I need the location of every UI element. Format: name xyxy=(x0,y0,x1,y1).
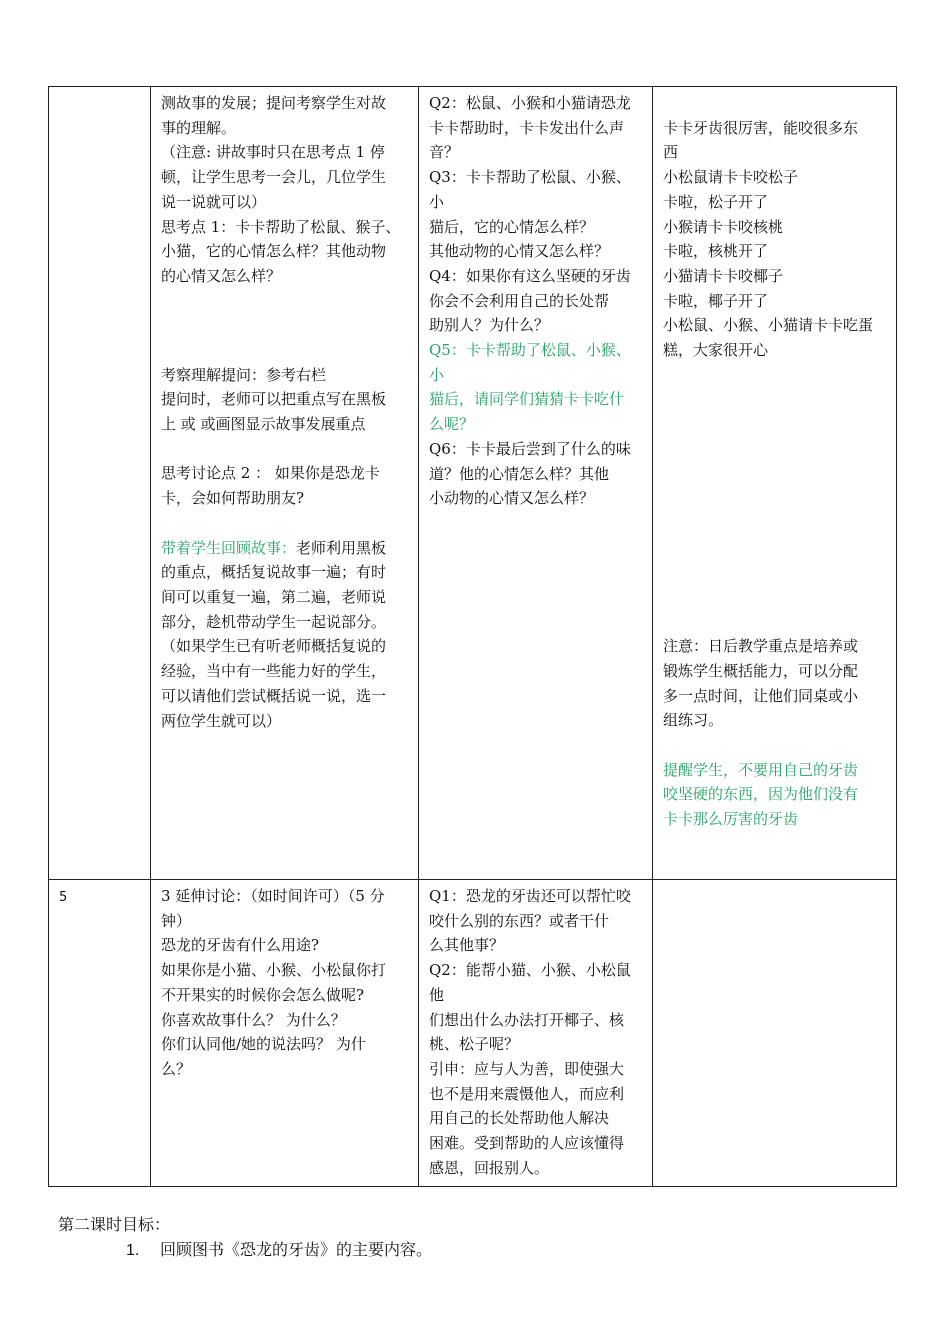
objective-number: 1. xyxy=(126,1242,140,1259)
line-text: 的重点，概括复说故事一遍；有时 xyxy=(161,563,387,582)
line-text: 部分，趁机带动学生一起说部分。 xyxy=(161,612,387,631)
text-line xyxy=(663,708,888,733)
text-line xyxy=(663,91,888,116)
text-line xyxy=(161,536,410,561)
text-line xyxy=(663,585,888,610)
text-line xyxy=(161,684,410,709)
highlight-text: 咬坚硬的东西，因为他们没有 xyxy=(663,785,859,804)
line-text: Q6：卡卡最后尝到了什么的味 xyxy=(429,439,631,458)
text-line xyxy=(161,264,410,289)
notes-cell xyxy=(653,880,897,1187)
line-text: 钟） xyxy=(161,911,192,930)
text-line xyxy=(161,387,410,412)
text-line xyxy=(663,387,888,412)
text-line xyxy=(429,140,644,165)
line-text: 用自己的长处帮助他人解决 xyxy=(429,1109,610,1128)
text-line xyxy=(429,412,644,437)
text-line xyxy=(429,933,644,958)
text-line xyxy=(429,165,644,214)
text-line xyxy=(161,610,410,635)
line-text: 说一说就可以） xyxy=(161,192,267,211)
line-text: 顿，让学生思考一会儿，几位学生 xyxy=(161,168,387,187)
line-text: 助别人？为什么？ xyxy=(429,316,550,335)
line-text: 卡卡牙齿很厉害，能咬很多东 xyxy=(663,118,859,137)
line-text: （如果学生已有听老师概括复说的 xyxy=(161,637,387,656)
line-text: 经验，当中有一些能力好的学生， xyxy=(161,662,387,681)
text-line xyxy=(429,1082,644,1107)
text-line xyxy=(429,264,644,289)
line-text: 组练习。 xyxy=(663,711,724,730)
line-text: 小动物的心情又怎么样？ xyxy=(429,489,595,508)
text-line xyxy=(161,412,410,437)
line-text: 两位学生就可以） xyxy=(161,711,282,730)
text-line xyxy=(429,1008,644,1033)
text-line xyxy=(663,338,888,363)
text-line xyxy=(663,634,888,659)
activity-cell xyxy=(151,880,419,1187)
text-line xyxy=(663,239,888,264)
line-text: 思考讨论点 2 ： 如果你是恐龙卡 xyxy=(161,464,380,483)
text-line xyxy=(161,239,410,264)
text-line xyxy=(161,338,410,363)
questions-cell xyxy=(419,880,653,1187)
line-text: 事的理解。 xyxy=(161,118,237,137)
line-text: 小猫请卡卡咬椰子 xyxy=(663,266,784,285)
text-line xyxy=(429,1131,644,1156)
line-text: 小松鼠、小猴、小猫请卡卡吃蛋 xyxy=(663,316,874,335)
line-text: Q4：如果你有这么坚硬的牙齿 xyxy=(429,266,631,285)
text-line xyxy=(663,733,888,758)
line-text: 困难。受到帮助的人应该懂得 xyxy=(429,1134,625,1153)
text-line xyxy=(663,684,888,709)
text-line xyxy=(161,461,410,486)
text-line xyxy=(429,1032,644,1057)
text-line xyxy=(161,958,410,983)
text-line xyxy=(663,461,888,486)
text-line xyxy=(429,387,644,412)
text-line xyxy=(663,190,888,215)
text-line xyxy=(161,634,410,659)
line-text: 卡卡帮助时，卡卡发出什么声 xyxy=(429,118,625,137)
line-text: 咬什么别的东西？或者干什 xyxy=(429,911,610,930)
line-text: 也不是用来震慑他人，而应利 xyxy=(429,1084,625,1103)
lesson-plan-table xyxy=(48,86,897,1187)
text-line xyxy=(663,486,888,511)
text-line xyxy=(429,91,644,116)
text-line xyxy=(161,363,410,388)
text-line xyxy=(429,116,644,141)
step-number-cell xyxy=(49,880,151,1187)
text-line xyxy=(663,807,888,832)
objective-text: 回顾图书《恐龙的牙齿》的主要内容。 xyxy=(160,1240,433,1259)
line-text: 3 延伸讨论：（如时间许可）（5 分 xyxy=(161,887,385,905)
highlight-text: 么呢？ xyxy=(429,415,475,434)
text-line xyxy=(161,1057,410,1082)
text-line xyxy=(663,363,888,388)
activity-cell xyxy=(151,87,419,880)
text-line xyxy=(161,1008,410,1033)
line-text: 恐龙的牙齿有什么用途? xyxy=(161,936,320,955)
text-line xyxy=(429,239,644,264)
text-line xyxy=(161,289,410,314)
notes-cell xyxy=(653,87,897,880)
text-line xyxy=(663,758,888,783)
text-line xyxy=(161,1032,410,1057)
highlight-text: 猫后，请同学们猜猜卡卡吃什 xyxy=(429,390,625,409)
text-line xyxy=(663,782,888,807)
line-text: 卡啦，核桃开了 xyxy=(663,242,769,261)
text-line xyxy=(663,511,888,536)
text-line xyxy=(161,165,410,190)
line-text: Q1：恐龙的牙齿还可以帮忙咬 xyxy=(429,887,631,905)
line-text: 么其他事？ xyxy=(429,936,505,955)
text-line xyxy=(663,215,888,240)
line-text: 间可以重复一遍，第二遍，老师说 xyxy=(161,587,387,606)
text-line xyxy=(429,462,644,487)
text-line xyxy=(663,165,888,190)
highlight-text: 带着学生回顾故事： xyxy=(161,538,297,557)
text-line xyxy=(663,437,888,462)
text-line xyxy=(429,437,644,462)
text-line xyxy=(663,536,888,561)
line-text: 小松鼠请卡卡咬松子 xyxy=(663,168,799,187)
highlight-text: Q5：卡卡帮助了松鼠、小猴、小 xyxy=(429,341,631,384)
text-line xyxy=(161,140,410,165)
step-number: 5 xyxy=(59,890,68,905)
line-text: 猫后，它的心情怎么样？ xyxy=(429,217,595,236)
text-line xyxy=(663,313,888,338)
line-text: 道？他的心情怎么样？其他 xyxy=(429,464,610,483)
text-line xyxy=(429,958,644,1007)
line-text: 的心情又怎么样？ xyxy=(161,266,282,285)
line-text: 其他动物的心情又怎么样？ xyxy=(429,242,610,261)
line-text: （注意: 讲故事时只在思考点 1 停 xyxy=(161,143,385,162)
text-line xyxy=(161,659,410,684)
text-line xyxy=(663,116,888,141)
text-line xyxy=(663,412,888,437)
line-text: 们想出什么办法打开椰子、核 xyxy=(429,1010,625,1029)
line-text: 卡，会如何帮助朋友? xyxy=(161,489,305,508)
line-text: 引申：应与人为善，即使强大 xyxy=(429,1059,625,1078)
text-line xyxy=(161,560,410,585)
line-text: 多一点时间，让他们同桌或小 xyxy=(663,686,859,705)
line-text: 测故事的发展；提问考察学生对故 xyxy=(161,94,387,112)
line-text: 西 xyxy=(663,143,679,162)
text-line xyxy=(161,313,410,338)
text-line xyxy=(161,709,410,734)
line-text: 你们认同他/她的说法吗？ 为什 xyxy=(161,1035,366,1054)
questions-cell xyxy=(419,87,653,880)
text-line xyxy=(429,338,644,387)
text-line xyxy=(663,140,888,165)
line-text: Q2：松鼠、小猴和小猫请恐龙 xyxy=(429,94,631,112)
text-line xyxy=(429,1057,644,1082)
line-text: 糕，大家很开心 xyxy=(663,341,769,360)
line-text: 你会不会利用自己的长处帮 xyxy=(429,291,610,310)
text-line xyxy=(429,313,644,338)
text-line xyxy=(161,190,410,215)
text-line xyxy=(663,659,888,684)
line-text: 桃、松子呢？ xyxy=(429,1035,520,1054)
line-text: 注意：日后教学重点是培养或 xyxy=(663,637,859,656)
text-line xyxy=(429,486,644,511)
line-text: 小猴请卡卡咬核桃 xyxy=(663,217,784,236)
text-line xyxy=(429,1106,644,1131)
text-line xyxy=(161,884,410,909)
line-text: 如果你是小猫、小猴、小松鼠你打 xyxy=(161,961,387,980)
text-line xyxy=(663,560,888,585)
table-row xyxy=(49,880,897,1187)
line-text: 卡啦，椰子开了 xyxy=(663,291,769,310)
text-line xyxy=(161,585,410,610)
table-row xyxy=(49,87,897,880)
second-lesson-heading: 第二课时目标： xyxy=(58,1215,171,1234)
line-text: 老师利用黑板 xyxy=(296,538,387,557)
line-text: 么？ xyxy=(161,1059,192,1078)
text-line xyxy=(161,215,410,240)
line-text: 音？ xyxy=(429,143,460,162)
line-text: 卡啦，松子开了 xyxy=(663,192,769,211)
line-text: 提问时，老师可以把重点写在黑板 xyxy=(161,390,387,409)
text-line xyxy=(429,909,644,934)
text-line xyxy=(161,933,410,958)
text-line xyxy=(663,610,888,635)
text-line xyxy=(429,884,644,909)
line-text: 你喜欢故事什么？ 为什么？ xyxy=(161,1010,346,1029)
text-line xyxy=(161,91,410,116)
line-text: 感恩，回报别人。 xyxy=(429,1158,550,1177)
text-line xyxy=(429,289,644,314)
text-line xyxy=(663,289,888,314)
objective-item xyxy=(126,1237,432,1264)
text-line xyxy=(161,437,410,462)
text-line xyxy=(161,983,410,1008)
line-text: 可以请他们尝试概括说一说，选一 xyxy=(161,686,387,705)
line-text: Q3：卡卡帮助了松鼠、小猴、小 xyxy=(429,168,631,211)
line-text: Q2：能帮小猫、小猴、小松鼠他 xyxy=(429,961,631,1004)
line-text: 不开果实的时候你会怎么做呢? xyxy=(161,985,365,1004)
text-line xyxy=(161,511,410,536)
step-number-cell xyxy=(49,87,151,880)
text-line xyxy=(429,215,644,240)
highlight-text: 卡卡那么厉害的牙齿 xyxy=(663,810,799,829)
text-line xyxy=(429,1156,644,1181)
line-text: 上 或 或画图显示故事发展重点 xyxy=(161,415,366,434)
highlight-text: 提醒学生，不要用自己的牙齿 xyxy=(663,760,859,779)
line-text: 锻炼学生概括能力，可以分配 xyxy=(663,661,859,680)
text-line xyxy=(663,264,888,289)
text-line xyxy=(161,116,410,141)
text-line xyxy=(161,486,410,511)
text-line xyxy=(161,909,410,934)
line-text: 小猫，它的心情怎么样？其他动物 xyxy=(161,242,387,261)
line-text: 考察理解提问：参考右栏 xyxy=(161,365,327,384)
line-text: 思考点 1：卡卡帮助了松鼠、猴子、 xyxy=(161,217,401,236)
